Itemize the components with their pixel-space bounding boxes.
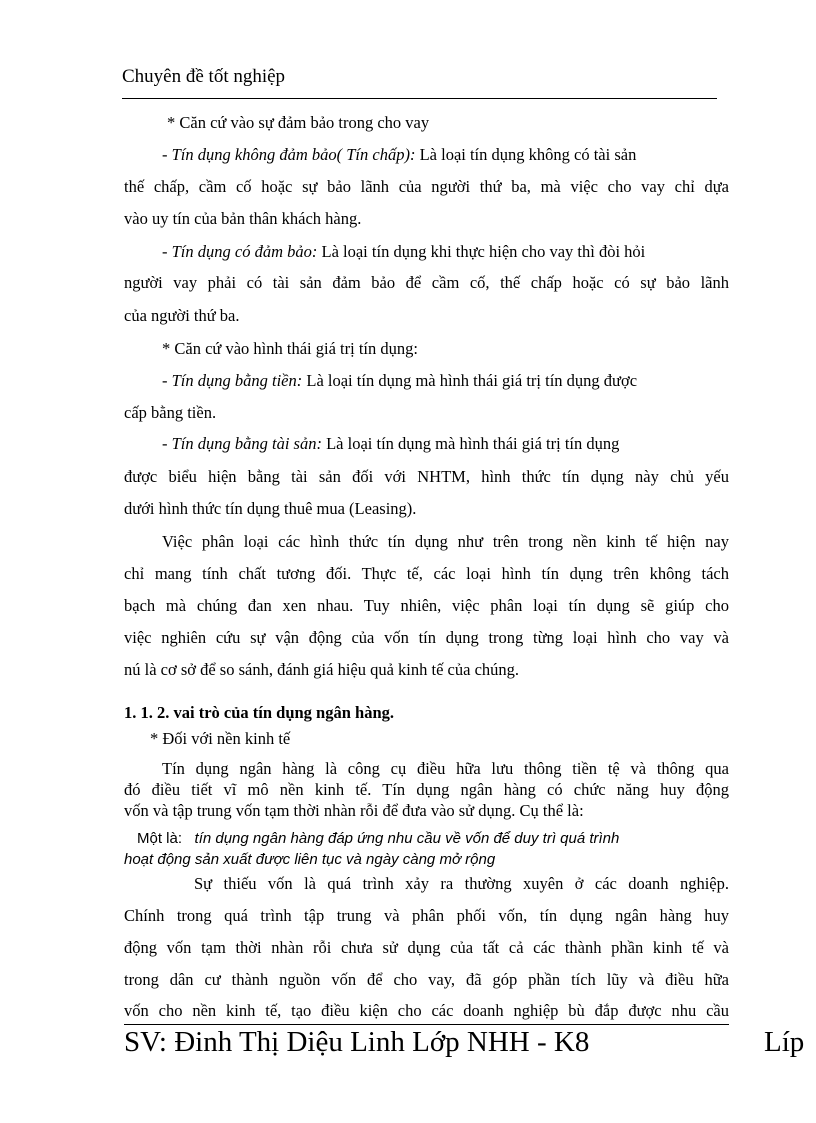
text-span: Một là:	[137, 830, 183, 847]
text-line: việc nghiên cứu sự vận động của vốn tín dụng trong từng loại hình cho vay và	[124, 628, 729, 647]
text-line	[137, 830, 729, 847]
footer-student: SV: Đinh Thị Diệu Linh Lớp NHH - K8	[124, 1026, 590, 1058]
text-line	[162, 434, 729, 454]
text-line: * Căn cứ vào sự đảm bảo trong cho vay	[167, 113, 430, 132]
text-line: dưới hình thức tín dụng thuê mua (Leasing).	[124, 499, 417, 518]
text-span: Là loại tín dụng mà hình thái giá trị tín dụng	[321, 434, 620, 453]
text-span: Là loại tín dụng không có tài sản	[415, 145, 637, 164]
italic-term: - Tín dụng không đảm bảo( Tín chấp):	[162, 145, 416, 164]
text-line: cấp bằng tiền.	[124, 403, 217, 422]
text-line: vốn cho nền kinh tế, tạo điều kiện cho các doanh nghiệp bù đắp được nhu cầu	[124, 1001, 729, 1020]
text-span: Là loại tín dụng khi thực hiện cho vay thì đòi hỏi	[317, 242, 646, 261]
text-line	[162, 371, 729, 391]
text-line: Việc phân loại các hình thức tín dụng như trên trong nền kinh tế hiện nay	[162, 532, 729, 551]
italic-term: tín dụng ngân hàng đáp ứng nhu cầu về vốn để duy trì quá trình	[194, 830, 620, 847]
text-line: đó điều tiết vĩ mô nền kinh tế. Tín dụng ngân hàng có chức năng huy động	[124, 780, 729, 799]
text-line: vốn và tập trung vốn tạm thời nhàn rỗi để đưa vào sử dụng. Cụ thể là:	[124, 801, 584, 820]
header-rule	[122, 98, 717, 99]
text-line: vào uy tín của bản thân khách hàng.	[124, 209, 362, 228]
page-header-title: Chuyên đề tốt nghiệp	[122, 66, 286, 87]
italic-term: - Tín dụng bằng tài sản:	[162, 434, 322, 453]
italic-term: - Tín dụng bằng tiền:	[162, 371, 303, 390]
text-line: được biểu hiện bằng tài sản đối với NHTM, hình thức tín dụng này chủ yếu	[124, 467, 729, 486]
text-line: của người thứ ba.	[124, 306, 240, 325]
text-line: * Đối với nền kinh tế	[150, 729, 291, 748]
text-line	[162, 145, 729, 165]
text-line: bạch mà chúng đan xen nhau. Tuy nhiên, việc phân loại tín dụng sẽ giúp cho	[124, 596, 729, 615]
text-line: hoạt động sản xuất được liên tục và ngày càng mở rộng	[124, 851, 496, 868]
section-heading: 1. 1. 2. vai trò của tín dụng ngân hàng.	[124, 703, 395, 722]
text-line	[162, 242, 729, 262]
text-line: nú là cơ sở để so sánh, đánh giá hiệu quả kinh tế của chúng.	[124, 660, 520, 679]
italic-term: - Tín dụng có đảm bảo:	[162, 242, 318, 261]
text-line: người vay phải có tài sản đảm bảo để cầm cố, thế chấp hoặc có sự bảo lãnh	[124, 273, 729, 292]
text-line: Chính trong quá trình tập trung và phân phối vốn, tín dụng ngân hàng huy	[124, 906, 729, 925]
text-line: trong dân cư thành nguồn vốn để cho vay, đã góp phần tích lũy và điều hữa	[124, 970, 729, 989]
text-line: chỉ mang tính chất tương đối. Thực tế, các loại hình tín dụng trên không tách	[124, 564, 729, 583]
footer-rule	[124, 1024, 729, 1025]
text-line: Sự thiếu vốn là quá trình xảy ra thường xuyên ở các doanh nghiệp.	[194, 874, 729, 893]
text-line: Tín dụng ngân hàng là công cụ điều hữa lưu thông tiền tệ và thông qua	[162, 759, 729, 778]
text-line: thế chấp, cầm cố hoặc sự bảo lãnh của người thứ ba, mà việc cho vay chỉ dựa	[124, 177, 729, 196]
text-span: Là loại tín dụng mà hình thái giá trị tín dụng được	[302, 371, 638, 390]
footer-class: Líp	[764, 1026, 805, 1058]
text-line: động vốn tạm thời nhàn rỗi chưa sử dụng của tất cả các thành phần kinh tế và	[124, 938, 729, 957]
text-line: * Căn cứ vào hình thái giá trị tín dụng:	[162, 339, 418, 358]
